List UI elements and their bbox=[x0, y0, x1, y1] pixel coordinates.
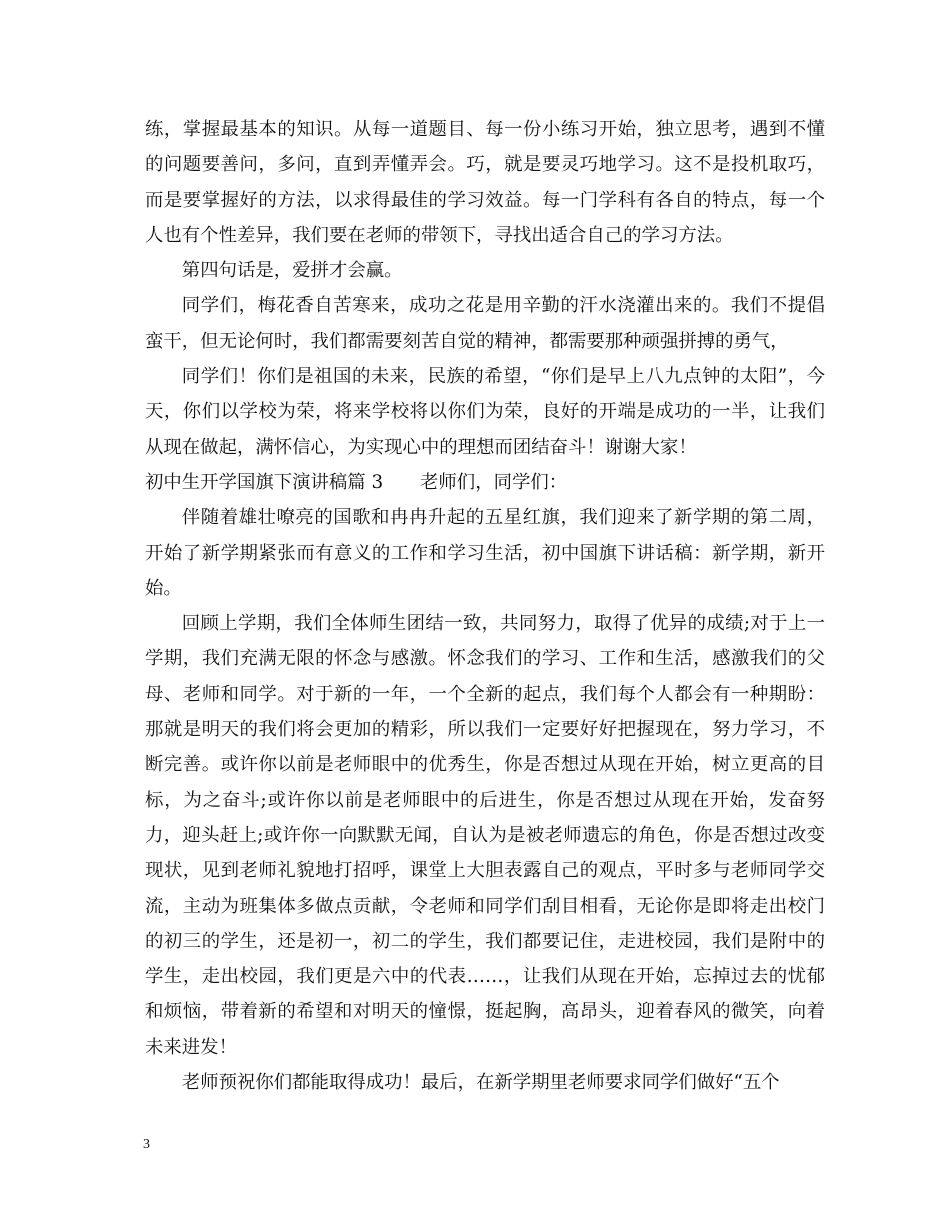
document-body bbox=[145, 112, 825, 1100]
paragraph-review-last-semester: 回顾上学期，我们全体师生团结一致，共同努力，取得了优异的成绩;对于上一学期，我们充满无限的怀念与感激。怀念我们的学习、工作和生活，感激我们的父母、老师和同学。对于新的一年，一个全新的起点，我们每个人都会有一种期盼：那就是明天的我们将会更加的精彩，所以我们一定要好好把握现在，努力学习，不断完善。或许你以前是老师眼中的优秀生，你是否想过从现在开始，树立更高的目标，为之奋斗;或许你以前是老师眼中的后进生，你是否想过从现在开始，发奋努力，迎头赶上;或许你一向默默无闻，自认为是被老师遗忘的角色，你是否想过改变现状，见到老师礼貌地打招呼，课堂上大胆表露自己的观点，平时多与老师同学交流，主动为班集体多做点贡献，令老师和同学们刮目相看，无论你是即将走出校门的初三的学生，还是初一，初二的学生，我们都要记住，走进校园，我们是附中的学生，走出校园，我们更是六中的代表……，让我们从现在开始，忘掉过去的忧郁和烦恼，带着新的希望和对明天的憧憬，挺起胸，高昂头，迎着春风的微笑，向着未来进发！ bbox=[145, 613, 825, 1058]
page-number: 3 bbox=[143, 1137, 150, 1152]
paragraph-fourth-saying: 第四句话是，爱拼才会赢。 bbox=[181, 260, 403, 282]
paragraph-continued-learning-methods: 练，掌握最基本的知识。从每一道题目、每一份小练习开始，独立思考，遇到不懂的问题要善问，多问，直到弄懂弄会。巧，就是要灵巧地学习。这不是投机取巧，而是要掌握好的方法，以求得最佳的学习效益。每一门学科有各自的特点，每一个人也有个性差异，我们要在老师的带领下，寻找出适合自己的学习方法。 bbox=[145, 119, 825, 246]
paragraph-teacher-wishes: 老师预祝你们都能取得成功！最后，在新学期里老师要求同学们做好“五个 bbox=[181, 1072, 780, 1094]
paragraph-closing-remarks: 同学们！你们是祖国的未来，民族的希望，“你们是早上八九点钟的太阳”，今天，你们以学校为荣，将来学校将以你们为荣，良好的开端是成功的一半，让我们从现在做起，满怀信心，为实现心中的理想而团结奋斗！谢谢大家！ bbox=[145, 366, 825, 458]
paragraph-hard-work: 同学们，梅花香自苦寒来，成功之花是用辛勤的汗水浇灌出来的。我们不提倡蛮干，但无论何时，我们都需要刻苦自觉的精神，都需要那种顽强拼搏的勇气， bbox=[145, 295, 825, 352]
section-heading-speech-3: 初中生开学国旗下演讲稿篇 3 老师们，同学们： bbox=[145, 471, 568, 493]
paragraph-new-semester-opening: 伴随着雄壮嘹亮的国歌和冉冉升起的五星红旗，我们迎来了新学期的第二周，开始了新学期紧张而有意义的工作和学习生活，初中国旗下讲话稿：新学期，新开始。 bbox=[145, 507, 825, 599]
